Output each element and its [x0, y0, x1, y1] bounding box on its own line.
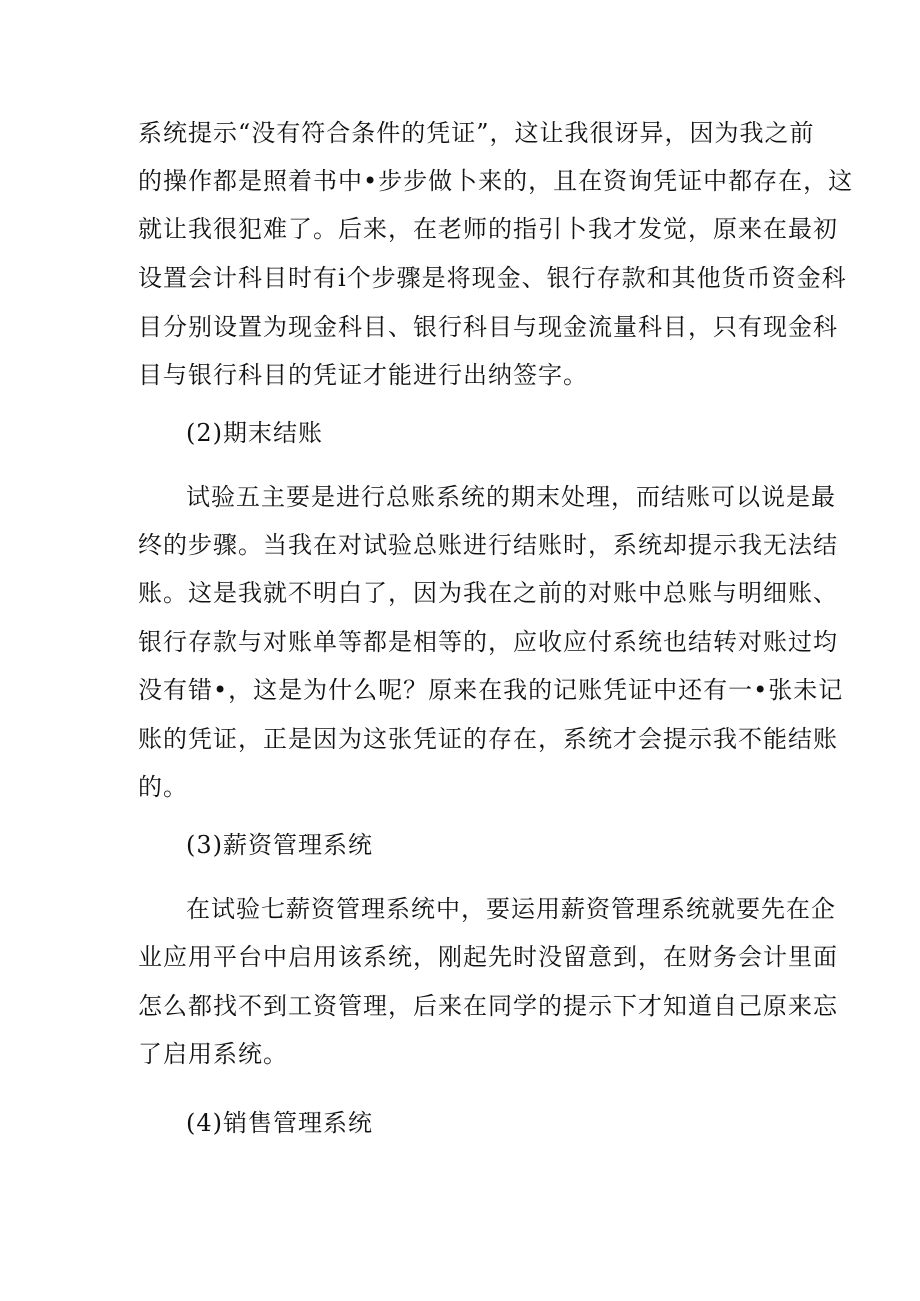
paragraph-3-line-3: 怎么都找不到工资管理，后来在同学的提示下才知道自己原来忘 [138, 992, 838, 1020]
paragraph-1-line-1: 系统提示“没有符合条件的凭证”，这让我很讶异，因为我之前 [138, 119, 815, 147]
paragraph-1-line-4: 设置会计科目时有i个步骤是将现金、银行存款和其他货币资金科 [138, 264, 847, 292]
paragraph-2-line-4: 银行存款与对账单等都是相等的，应收应付系统也结转对账过均 [138, 628, 838, 656]
paragraph-3-line-2: 业应用平台中启用该系统，刚起先时没留意到，在财务会计里面 [138, 943, 838, 971]
section-heading-3: (3)薪资管理系统 [186, 831, 373, 859]
paragraph-2-line-5: 没有错•，这是为什么呢？原来在我的记账凭证中还有一•张未记 [138, 676, 844, 704]
section-heading-2: (2)期末结账 [186, 419, 323, 447]
paragraph-2-line-1: 试验五主要是进行总账系统的期末处理，而结账可以说是最 [186, 483, 836, 511]
paragraph-2-line-6: 账的凭证，正是因为这张凭证的存在，系统才会提示我不能结账 [138, 725, 838, 753]
paragraph-1-line-6: 目与银行科目的凭证才能进行出纳签字。 [138, 361, 588, 389]
paragraph-1-line-2: 的操作都是照着书中•步步做卜来的，且在资询凭证中都存在，这 [138, 167, 854, 195]
paragraph-3-line-1: 在试验七薪资管理系统中，要运用薪资管理系统就要先在企 [186, 895, 836, 923]
section-heading-4: (4)销售管理系统 [186, 1109, 373, 1137]
paragraph-3-line-4: 了启用系统。 [138, 1040, 288, 1068]
paragraph-1-line-5: 目分别设置为现金科目、银行科目与现金流量科目，只有现金科 [138, 313, 838, 341]
paragraph-2-line-7: 的。 [138, 773, 188, 801]
paragraph-1-line-3: 就让我很犯难了。后来，在老师的指引卜我才发觉，原来在最初 [138, 215, 838, 243]
paragraph-2-line-3: 账。这是我就不明白了，因为我在之前的对账中总账与明细账、 [138, 579, 838, 607]
paragraph-2-line-2: 终的步骤。当我在对试验总账进行结账时，系统却提示我无法结 [138, 531, 838, 559]
